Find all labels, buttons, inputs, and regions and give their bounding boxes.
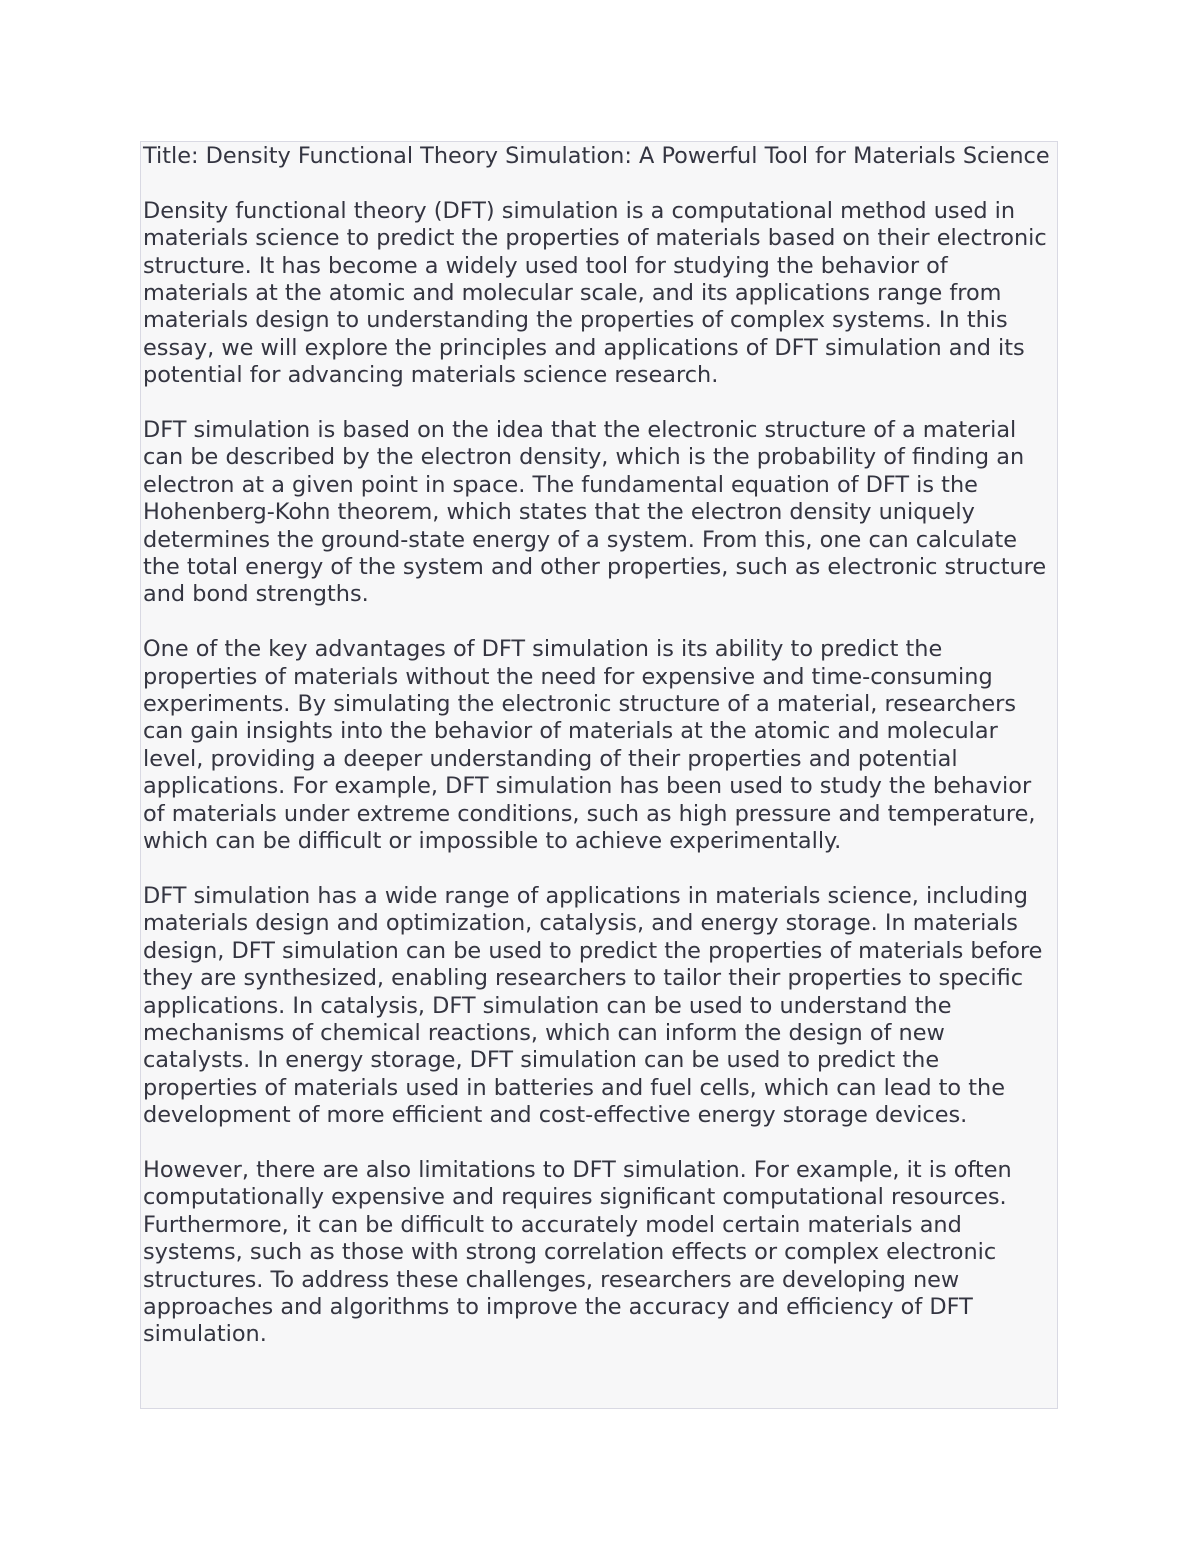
essay-title: Title: Density Functional Theory Simulation: A Powerful Tool for Materials Science	[143, 143, 1050, 169]
essay-paragraph-5: However, there are also limitations to DFT simulation. For example, it is often computationally expensive and requires significant computational resources. Furthermore, it can be difficult to accurately model certain materials and systems, such as those with strong correlation effects or complex electronic structures. To address these challenges, researchers are developing new approaches and algorithms to improve the accuracy and efficiency of DFT simulation.	[143, 1156, 1012, 1348]
essay-paragraph-2: DFT simulation is based on the idea that the electronic structure of a material can be described by the electron density, which is the probability of finding an electron at a given point in space. The fundamental equation of DFT is the Hohenberg-Kohn theorem, which states that the electron density uniquely determines the ground-state energy of a system. From this, one can calculate the total energy of the system and other properties, such as electronic structure and bond strengths.	[143, 417, 1047, 608]
essay-paragraph-1: Density functional theory (DFT) simulation is a computational method used in materials science to predict the properties of materials based on their electronic structure. It has become a widely used tool for studying the behavior of materials at the atomic and molecular scale, and its applications range from materials design to understanding the properties of complex systems. In this essay, we will explore the principles and applications of DFT simulation and its potential for advancing materials science research.	[143, 197, 1047, 389]
essay-text-box	[140, 141, 1058, 1409]
essay-paragraph-3: One of the key advantages of DFT simulation is its ability to predict the properties of materials without the need for expensive and time-consuming experiments. By simulating the electronic structure of a material, researchers can gain insights into the behavior of materials at the atomic and molecular level, providing a deeper understanding of their properties and potential applications. For example, DFT simulation has been used to study the behavior of materials under extreme conditions, such as high pressure and temperature, which can be difficult or impossible to achieve experimentally.	[143, 636, 1036, 855]
essay-paragraph-4: DFT simulation has a wide range of applications in materials science, including materials design and optimization, catalysis, and energy storage. In materials design, DFT simulation can be used to predict the properties of materials before they are synthesized, enabling researchers to tailor their properties to specific applications. In catalysis, DFT simulation can be used to understand the mechanisms of chemical reactions, which can inform the design of new catalysts. In energy storage, DFT simulation can be used to predict the properties of materials used in batteries and fuel cells, which can lead to the development of more efficient and cost-effective energy storage devices.	[143, 882, 1043, 1129]
